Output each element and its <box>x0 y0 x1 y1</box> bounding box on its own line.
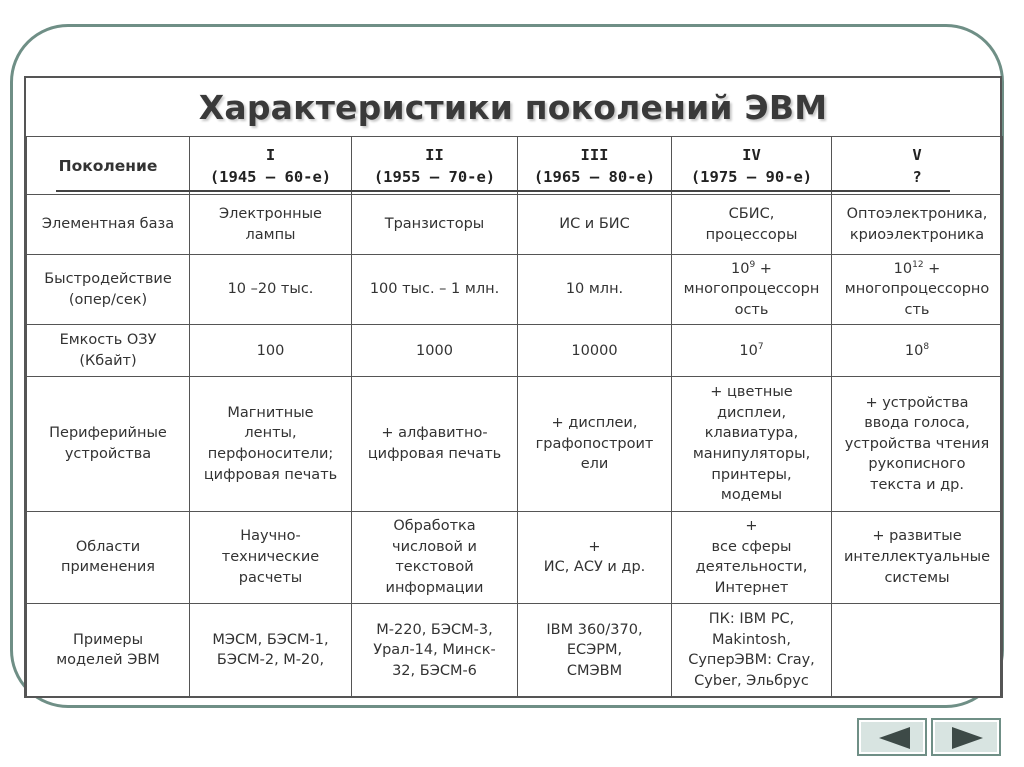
cell-line: устройства чтения <box>844 435 990 452</box>
cell-line: процессоры <box>705 226 798 243</box>
cell-line: манипуляторы, <box>692 446 811 463</box>
table-cell <box>832 255 1003 325</box>
cell-line: + устройства <box>865 394 969 411</box>
generation-numeral: IV <box>742 145 761 164</box>
cell-line: ИС, АСУ и др. <box>543 559 646 576</box>
power-suffix: + <box>923 260 941 277</box>
cell-line: текста и др. <box>870 476 964 493</box>
power-exponent: 9 <box>749 260 756 271</box>
table-cell <box>832 603 1003 697</box>
cell-line: 10 млн. <box>565 281 624 298</box>
table-row <box>27 603 1003 697</box>
power-value <box>676 341 827 362</box>
cell-line: рукописного <box>868 456 966 473</box>
previous-slide-button[interactable] <box>857 718 927 756</box>
cell-line: многопроцессорн <box>683 281 820 298</box>
cell-line: ИС и БИС <box>559 216 630 233</box>
cell-line: Makintosh, <box>712 631 791 648</box>
cell-line: Обработка <box>393 518 476 535</box>
power-base: 10 <box>893 260 913 277</box>
cell-line: цифровая печать <box>367 446 502 463</box>
table-cell <box>352 325 518 377</box>
table-cell <box>518 377 672 511</box>
power-base: 10 <box>904 342 924 359</box>
row-label-line: устройства <box>64 446 152 463</box>
cell-line: + развитые <box>872 528 962 545</box>
power-value <box>676 259 827 280</box>
cell-line: Научно- <box>240 528 301 545</box>
generation-header <box>190 137 352 195</box>
cell-line: деятельности, <box>695 559 808 576</box>
row-label-line: Элементная база <box>41 216 175 233</box>
cell-line: Магнитные <box>227 404 314 421</box>
table-cell <box>190 511 352 603</box>
cell-line: БЭСМ-2, М-20, <box>216 652 325 669</box>
cell-line: системы <box>884 569 950 586</box>
generation-years: (1955 – 70-е) <box>373 167 496 186</box>
table-cell <box>518 603 672 697</box>
table-cell <box>190 325 352 377</box>
table-cell <box>832 511 1003 603</box>
table-cell <box>352 511 518 603</box>
cell-line: ленты, <box>244 425 297 442</box>
power-exponent: 8 <box>923 341 930 352</box>
cell-line: ость <box>734 302 769 319</box>
cell-line: Cyber, Эльбрус <box>694 672 809 689</box>
row-label-line: Примеры <box>72 631 144 648</box>
cell-line: + <box>588 538 601 555</box>
table-cell <box>190 603 352 697</box>
generation-numeral: I <box>265 145 276 164</box>
cell-line: ЕСЭРМ, <box>566 642 623 659</box>
generation-numeral: V <box>912 145 922 164</box>
cell-line: криоэлектроника <box>849 226 985 243</box>
cell-line: дисплеи, <box>716 404 787 421</box>
row-label <box>27 195 190 255</box>
row-label-line: (Кбайт) <box>79 352 137 369</box>
cell-line: МЭСМ, БЭСМ-1, <box>212 631 329 648</box>
table-cell <box>352 603 518 697</box>
cell-line: многопроцессорно <box>844 281 990 298</box>
table-cell <box>832 325 1003 377</box>
cell-line: 32, БЭСМ-6 <box>392 662 477 679</box>
cell-line: технические <box>221 548 320 565</box>
cell-line: Интернет <box>714 579 789 596</box>
power-exponent: 12 <box>912 260 924 271</box>
power-suffix: + <box>755 260 772 277</box>
row-label-line: Быстродействие <box>44 271 172 288</box>
table-cell <box>672 195 832 255</box>
table-row <box>27 377 1003 511</box>
cell-line: модемы <box>720 487 783 504</box>
generation-header <box>352 137 518 195</box>
row-label <box>27 255 190 325</box>
row-label <box>27 603 190 697</box>
slide-navigation <box>857 718 1001 756</box>
cell-line: + дисплеи, <box>551 415 638 432</box>
triangle-right-icon <box>948 725 988 751</box>
generation-numeral: III <box>580 145 609 164</box>
cell-line: Оптоэлектроника, <box>846 206 988 223</box>
generation-numeral: II <box>425 145 444 164</box>
cell-line: Транзисторы <box>384 216 485 233</box>
cell-line: М-220, БЭСМ-3, <box>376 621 493 638</box>
table-header-row <box>27 137 1003 195</box>
row-label-line: Периферийные <box>49 425 167 442</box>
row-label <box>27 325 190 377</box>
generation-years: ? <box>912 167 922 186</box>
table-row <box>27 255 1003 325</box>
generation-years: (1965 – 80-е) <box>533 167 656 186</box>
table-cell <box>518 195 672 255</box>
table-row <box>27 511 1003 603</box>
table-cell <box>190 377 352 511</box>
cell-line: цифровая печать <box>203 466 338 483</box>
power-base: 10 <box>739 342 758 359</box>
table-cell <box>672 377 832 511</box>
table-cell <box>518 325 672 377</box>
cell-line: графопостроит <box>535 435 654 452</box>
table-sheet <box>24 76 1002 698</box>
table-cell <box>352 377 518 511</box>
table-cell <box>672 603 832 697</box>
header-row-label: Поколение <box>27 137 190 195</box>
cell-line: ПК: IBM PC, <box>708 611 795 628</box>
row-label-line: моделей ЭВМ <box>56 652 160 669</box>
cell-line: 100 <box>256 342 285 359</box>
generation-years: (1975 – 90-е) <box>690 167 813 186</box>
cell-line: сть <box>904 302 930 319</box>
table-body <box>27 195 1003 698</box>
cell-line: IBM 360/370, <box>546 621 643 638</box>
cell-line: СМЭВМ <box>566 662 623 679</box>
cell-line: СБИС, <box>728 206 775 223</box>
power-value <box>836 259 998 280</box>
table-cell <box>672 325 832 377</box>
power-value <box>836 341 998 362</box>
cell-line: 10 –20 тыс. <box>227 281 314 298</box>
power-exponent: 7 <box>757 341 764 352</box>
generation-header <box>672 137 832 195</box>
triangle-left-icon <box>874 725 914 751</box>
page-title: Характеристики поколений ЭВМ <box>198 88 828 127</box>
table-cell <box>518 511 672 603</box>
table-cell <box>672 511 832 603</box>
cell-line: + <box>745 518 758 535</box>
cell-line: 10000 <box>571 342 618 359</box>
cell-line: информации <box>385 579 484 596</box>
cell-line: все сферы <box>711 538 792 555</box>
generation-header <box>832 137 1003 195</box>
table-cell <box>190 195 352 255</box>
row-label-line: (опер/сек) <box>68 291 148 308</box>
cell-line: + алфавитно- <box>381 425 488 442</box>
cell-line: + цветные <box>710 384 793 401</box>
table-cell <box>352 195 518 255</box>
row-label <box>27 511 190 603</box>
power-base: 10 <box>731 260 750 277</box>
table-cell <box>352 255 518 325</box>
cell-line: СуперЭВМ: Cray, <box>688 652 815 669</box>
cell-line: клавиатура, <box>704 425 799 442</box>
cell-line: ели <box>580 456 609 473</box>
cell-line: принтеры, <box>711 466 792 483</box>
table-cell <box>832 377 1003 511</box>
table-row <box>27 195 1003 255</box>
cell-line: ввода голоса, <box>864 415 970 432</box>
table-cell <box>190 255 352 325</box>
cell-line: текстовой <box>395 559 474 576</box>
row-label-line: Области <box>75 538 141 555</box>
cell-line: 1000 <box>416 342 453 359</box>
table-row <box>27 325 1003 377</box>
cell-line: расчеты <box>238 569 303 586</box>
cell-line: числовой и <box>392 538 477 555</box>
table-cell <box>672 255 832 325</box>
table-cell <box>518 255 672 325</box>
generation-years: (1945 – 60-е) <box>209 167 332 186</box>
cell-line: интеллектуальные <box>843 548 991 565</box>
generations-table <box>26 136 1003 698</box>
cell-line: 100 тыс. – 1 млн. <box>369 281 500 298</box>
cell-line: Урал-14, Минск- <box>373 642 496 659</box>
next-slide-button[interactable] <box>931 718 1001 756</box>
row-label-line: применения <box>61 559 155 576</box>
row-label <box>27 377 190 511</box>
generation-header <box>518 137 672 195</box>
cell-line: перфоносители; <box>207 446 334 463</box>
cell-line: Электронные <box>219 206 322 223</box>
table-cell <box>832 195 1003 255</box>
row-label-line: Емкость ОЗУ <box>59 332 157 349</box>
cell-line: лампы <box>245 226 296 243</box>
